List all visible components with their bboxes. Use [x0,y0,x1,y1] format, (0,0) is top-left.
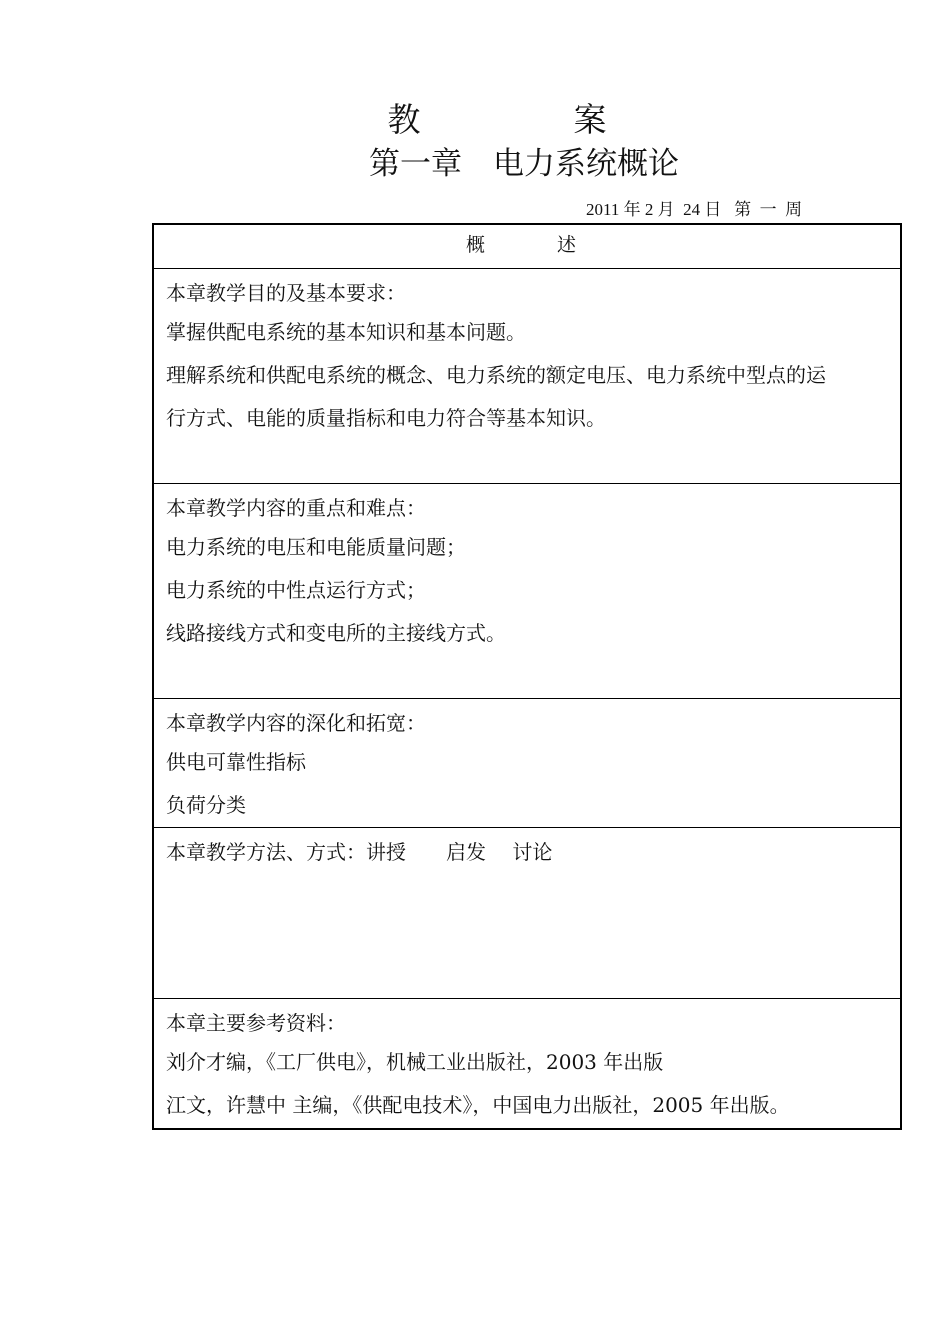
section-heading: 本章主要参考资料： [166,1011,346,1035]
section-line: 线路接线方式和变电所的主接线方式。 [166,621,506,645]
section-key-points [154,483,900,698]
lesson-plan-table [152,223,902,1130]
section-heading: 本章教学方法、方式：讲授 启发 讨论 [166,840,553,864]
section-line: 电力系统的电压和电能质量问题； [166,535,466,559]
section-methods [154,827,900,998]
section-heading: 本章教学内容的重点和难点： [166,496,426,520]
section-references [154,998,900,1128]
section-line: 负荷分类 [166,793,246,817]
section-line: 理解系统和供配电系统的概念、电力系统的额定电压、电力系统中型点的运 [166,363,826,387]
section-heading: 本章教学内容的深化和拓宽： [166,711,426,735]
date-line: 2011 年 2 月 24 日 第 一 周 [586,200,803,219]
table-header: 概述 [465,234,648,256]
section-heading: 本章教学目的及基本要求： [166,281,406,305]
section-line: 掌握供配电系统的基本知识和基本问题。 [166,320,526,344]
section-line: 江文，许慧中 主编，《供配电技术》，中国电力出版社，2005 年出版。 [166,1093,790,1117]
section-line: 电力系统的中性点运行方式； [166,578,426,602]
page-title: 教 案 [387,100,667,139]
section-line: 刘介才编，《工厂供电》，机械工业出版社，2003 年出版 [166,1050,664,1074]
chapter-title: 第一章 电力系统概论 [369,146,679,182]
section-line: 供电可靠性指标 [166,750,306,774]
section-objectives [154,268,900,483]
section-line: 行方式、电能的质量指标和电力符合等基本知识。 [166,406,606,430]
section-extension [154,698,900,827]
